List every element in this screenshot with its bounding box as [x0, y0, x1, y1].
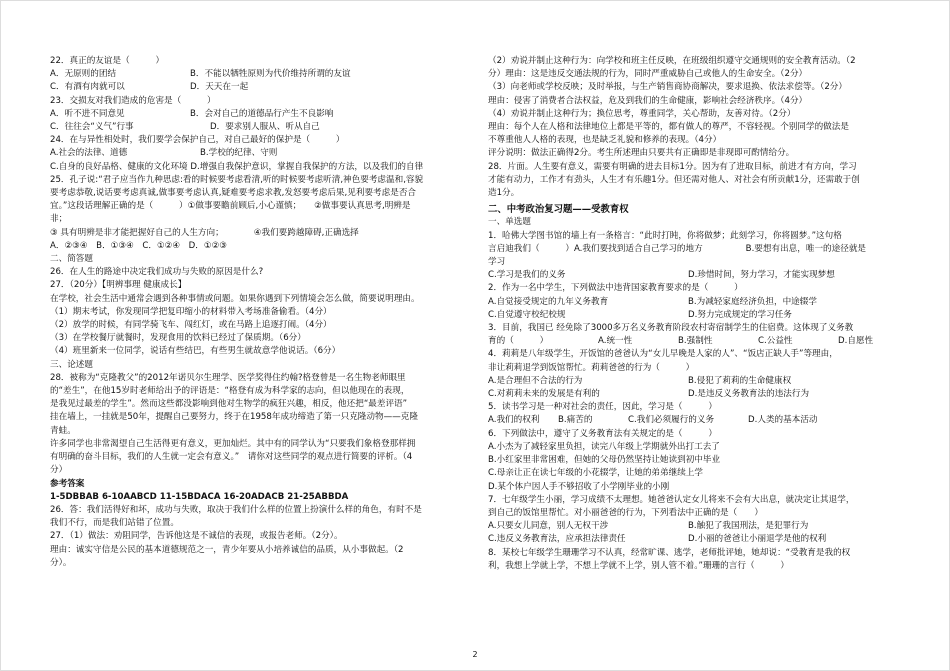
a28-line-1: 28．片面。人生要有意义，需要有明确的进去目标1分。因为有了进取目标，前进才有方向，学习: [488, 161, 857, 172]
q28-line-6: 许多同学也非常渴望自己生活得更有意义，更加灿烂。其中有的同学认为“只要我们象格登那样拥: [50, 438, 416, 449]
r3-line-1: 3．目前，我国已 经免除了3000多万名义务教育阶段农村寄宿制学生的住宿费。这体现了义务教: [488, 323, 854, 334]
r3-option-d: D.自愿性: [838, 336, 874, 347]
q22-stem: 22．真正的友谊是（ ）: [50, 56, 165, 66]
a27-line-1: 27．（1）做法：劝阻同学，告诉他这是不诚信的表现，或报告老师。（2分）。: [50, 531, 343, 542]
r4-line-2: 非让莉莉退学到饭馆帮忙。莉莉爸爸的行为（ ）: [488, 362, 695, 373]
q28-line-8: 分）: [50, 465, 68, 476]
r1-line-3: 学习: [488, 257, 506, 268]
q26: 26．在人生的路途中决定我们成功与失败的原因是什么?: [50, 267, 264, 278]
r4-option-c: C.对莉莉未来的发展是有利的: [488, 389, 600, 400]
r5-option-c: C.我们必须履行的义务: [628, 415, 715, 426]
a27-line-2: 理由：诚实守信是公民的基本道德规范之一，青少年要从小培养诚信的品质，从小事做起。（2: [50, 544, 404, 555]
r8-line-1: 8．某校七年级学生珊珊学习不认真，经常旷课、逃学，老师批评她，她却说：“受教育是我的权: [488, 547, 851, 558]
a27-line-3: 分）。: [50, 557, 72, 568]
a27b-line-2: 分）理由：这是违反交通法规的行为，同时严重威胁自己或他人的生命安全。（2分）: [488, 69, 808, 80]
q27-intro: 在学校，社会生活中通常会遇到各种事情或问题。如果你遇到下列情境会怎么做，简要说明理由。: [50, 293, 420, 304]
q22-options-2: [50, 81, 470, 94]
r5-options: [488, 414, 908, 427]
r6-option-c: C.母亲让正在读七年级的小花辍学，让她的弟弟继续上学: [488, 468, 703, 479]
q25-line-2: 要考虑恭敬,说话要考虑真诚,做事要考虑认真,疑难要考虑求教,发怒要考虑后果,见利要考虑是否合: [50, 188, 417, 199]
q27-item-1: （1）期末考试，你发现同学把复印缩小的材料带入考场准备偷看。（4分）: [50, 306, 332, 317]
a27b-line-1: （2）劝说并制止这种行为：向学校和班主任反映，在班级组织遵守交通规则的安全教育活动。（2: [488, 56, 856, 66]
r6-stem: 6．下列做法中，遵守了义务教育法有关规定的是（ ）: [488, 428, 717, 439]
q23-option-b: B．会对自己的道德品行产生不良影响: [190, 108, 334, 119]
r2-options-2: [488, 309, 908, 322]
r2-option-b: B.为减轻家庭经济负担，中途辍学: [688, 296, 817, 307]
single-choice-heading: 一、单选题: [488, 217, 531, 228]
q22-option-c: C．有酒有肉就可以: [50, 82, 125, 93]
q25-line-4: 非；: [50, 214, 68, 225]
r7-option-b: B.触犯了我国刑法，是犯罪行为: [688, 521, 809, 532]
r2-option-a: A.自觉接受规定的九年义务教育: [488, 296, 609, 307]
r2-option-d: D.努力完成规定的学习任务: [688, 309, 792, 320]
section-title: 二、中考政治复习题——受教育权: [488, 204, 629, 216]
r7-options-2: [488, 533, 908, 546]
answers-title: 参考答案: [50, 478, 85, 489]
a27b-line-7: 不尊重他人人格的表现，也是缺乏礼貌和修养的表现。（4分）: [488, 135, 722, 146]
q22-option-d: D．天天在一起: [190, 82, 249, 93]
r4-options-2: [488, 388, 908, 401]
q23-option-d: D．要求别人服从、听从自己: [210, 122, 320, 133]
r3-stem2: 育的（ ）: [488, 336, 549, 347]
r5-stem: 5．读书学习是一种对社会的责任，因此，学习是（ ）: [488, 402, 717, 413]
r6-option-b: B.小红家里非常困难，但她的父母仍然坚持让她读到初中毕业: [488, 455, 721, 466]
q23-options-2: [50, 121, 470, 134]
q27-item-2: （2）放学的时候，有同学骑飞车、闯红灯，或在马路上追逐打闹。（4分）: [50, 320, 332, 331]
q23-options: [50, 108, 470, 121]
q24-options-cd: C.自身的良好品格、健康的文化环境 D.增强自我保护意识，掌握自我保护的方法，以及我们的自律: [50, 161, 424, 172]
a28-line-2: 才能有动力，工作才有劲头，人生才有乐趣1分。但还需对他人、对社会有所贡献1分，还需敢于创: [488, 174, 860, 185]
r1-option-c: C.学习是我们的义务: [488, 270, 566, 281]
r5-option-b: B.痛苦的: [558, 415, 593, 426]
r8-line-2: 利，我想上学就上学，不想上学就不上学，别人管不着。”珊珊的言行（ ）: [488, 560, 789, 571]
q24-options: [50, 147, 470, 160]
right-column: [488, 55, 908, 573]
a28-line-3: 造1分。: [488, 188, 520, 199]
r1-line-2: 言启迪我们（ ）A.我们要找到适合自己学习的地方 B.要想有出息，唯一的途径就是: [488, 243, 867, 254]
answers-key: 1-5DBBAB 6-10AABCD 11-15BDACA 16-20ADACB 21-25ABBDA: [50, 491, 349, 502]
q22-option-b: B．不能以牺牲原则为代价维持所谓的友谊: [190, 69, 351, 80]
q25-line-1: 25．孔子说:“君子应当作九种思虑:看的时候要考虑看清,听的时候要考虑听清,神色要考虑温和,容貌: [50, 174, 424, 185]
r3-option-a: A.统一性: [598, 336, 633, 347]
a26-line-1: 26．答：我们活得好和坏，成功与失败，取决于我们什么样的位置上扮演什么样的角色，有时不是: [50, 504, 422, 515]
q22-option-a: A．无原则的团结: [50, 69, 117, 80]
q25-options: A．②③④ B．①③④ C．①②④ D．①②③: [50, 240, 227, 251]
r2-options: [488, 296, 908, 309]
q27-item-4: （4）班里新来一位同学，说话有些结巴，有些男生就故意学他说话。（6分）: [50, 346, 341, 357]
r1-option-d: D.珍惜时间，努力学习，才能实现梦想: [688, 270, 835, 281]
q23-stem: 23．交损友对我们造成的危害是（ ）: [50, 95, 216, 106]
r4-line-1: 4．莉莉是八年级学生，开饭馆的爸爸认为“女儿早晚是人家的人”、“饭店正缺人手”等理由，: [488, 349, 838, 360]
r3-option-b: B.强制性: [678, 336, 713, 347]
q28-line-7: 有明确的奋斗目标，我们的人生就一定会有意义。” 请你对这些同学的观点进行简要的评析。（4: [50, 452, 413, 463]
r6-option-d: D.某个体户因人手不够招收了小学刚毕业的小刚: [488, 481, 670, 492]
r7-option-a: A.只要女儿同意，别人无权干涉: [488, 521, 609, 532]
a27b-line-3: （3）向老师或学校反映；及时举报，与生产销售商协商解决，要求退换、依法求偿等。（2分）: [488, 82, 847, 93]
r3-option-c: C.公益性: [758, 336, 793, 347]
q24-stem: 24．在与异性相处时，我们要学会保护自己，对自己最好的保护是（ ）: [50, 135, 345, 146]
r4-options: [488, 375, 908, 388]
q23-option-c: C．往往会“义气”行事: [50, 122, 134, 133]
q28-line-1: 28．被称为“克隆教父”的2012年诺贝尔生理学、医学奖得住约翰?格登曾是一名生物老师眼里: [50, 372, 406, 383]
r7-line-1: 7．七年级学生小丽，学习成绩不太理想。她爸爸认定女儿将来不会有大出息，就决定让其退学，: [488, 494, 855, 505]
page-number: 2: [472, 650, 478, 659]
q27-stem: 27．（20分）【明辨事理 健康成长】: [50, 280, 187, 291]
q28-line-2: 的“差生”，在他15岁时老师给出予的评语是：“格登有成为科学家的志向，但以他现在的表现，: [50, 386, 410, 397]
r1-options: [488, 269, 908, 282]
r7-option-c: C.违反义务教育法，应承担法律责任: [488, 534, 626, 545]
r7-option-d: D.小丽的爸爸让小丽退学是他的权利: [688, 534, 827, 545]
r5-option-a: A.我们的权利: [488, 415, 540, 426]
a26-line-2: 我们不行，而是我们站错了位置。: [50, 518, 179, 529]
r4-option-b: B.侵犯了莉莉的生命健康权: [688, 375, 792, 386]
q24-option-a: A.社会的法律、道德: [50, 148, 128, 159]
a27b-line-8: 评分说明：做法正确得2分。考生所述理由只要共有正确即是非现即可酌情给分。: [488, 148, 795, 159]
r2-stem: 2．作为一名中学生，下列做法中违背国家教育要求的是（ ）: [488, 283, 743, 294]
r4-option-d: D.是违反义务教育法的违法行为: [688, 389, 810, 400]
q22-options: [50, 68, 470, 81]
r5-option-d: D.人类的基本活动: [748, 415, 818, 426]
q28-line-4: 挂在墙上，一挂就是50年，提醒自己要努力，终于在1958年成功缔造了第一只克隆动物——克隆: [50, 412, 418, 423]
a27b-line-4: 理由：侵害了消费者合法权益，危及到我们的生命健康，影响社会经济秩序。（4分）: [488, 95, 808, 106]
q27-item-3: （3）在学校餐厅就餐时，发现食用的饮料已经过了保质期。（6分）: [50, 333, 306, 344]
r7-line-2: 到自己的饭馆里帮忙。对小丽爸爸的行为，下列看法中正确的是（ ）: [488, 507, 764, 518]
q25-items: ③ 具有明辨是非才能把握好自己的人生方向； ④我们要跨越障碍,正确选择: [50, 227, 359, 238]
r6-option-a: A.小杰为了减轻家里负担，读完八年级上学期就外出打工去了: [488, 441, 720, 452]
left-column: [50, 55, 470, 570]
section-short-answer: 二、简答题: [50, 254, 93, 265]
r3-options: [488, 335, 908, 348]
r7-options: [488, 520, 908, 533]
q28-line-3: 是我见过最差的学生”。然而这些都没影响到他对生物学的疯狂兴趣，相反，他还把“最差评语”: [50, 399, 408, 410]
q28-line-5: 青蛙。: [50, 425, 76, 436]
q25-line-3: 宜。”这段话理解正确的是（ ）①做事要瞻前顾后,小心谨慎； ②做事要认真思考,明辨是: [50, 201, 411, 212]
section-essay: 三、论述题: [50, 359, 93, 370]
a27b-line-6: 理由：每个人在人格和法律地位上都是平等的，都有做人的尊严，不容轻视。个别同学的做法是: [488, 122, 849, 133]
r2-option-c: C.自觉遵守校纪校规: [488, 309, 566, 320]
q23-option-a: A．听不进不同意见: [50, 108, 125, 119]
q24-option-b: B.学校的纪律、守则: [200, 148, 278, 159]
r1-line-1: 1．哈佛大学图书馆的墙上有一条格言：“此时打盹，你将做梦；此刻学习，你将圆梦。”这句格: [488, 230, 842, 241]
r4-option-a: A.是合理但不合法的行为: [488, 375, 583, 386]
a27b-line-5: （4）劝说并制止这种行为；换位思考，尊重同学，关心帮助，友善对待。（2分）: [488, 108, 796, 119]
